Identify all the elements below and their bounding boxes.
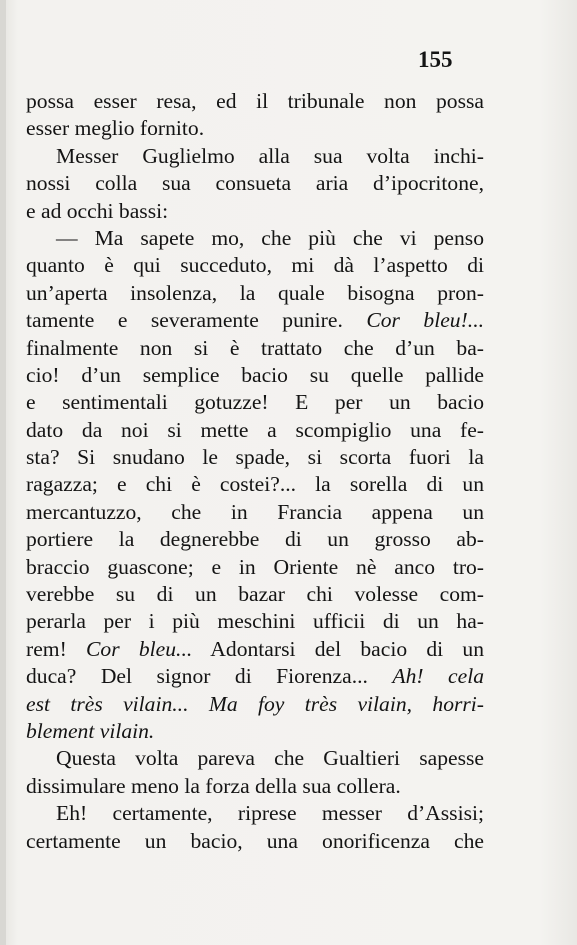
text-line-8: un’aperta insolenza, la quale bisogna pron- xyxy=(26,280,484,305)
italic-phrase: Cor bleu... xyxy=(86,636,193,661)
text-line-7: quanto è qui succeduto, mi dà l’aspetto di xyxy=(26,253,484,278)
page-number: 155 xyxy=(418,47,453,72)
text-line-14: sta? Si snudano le spade, si scorta fuori la xyxy=(26,445,484,470)
text-line-6: — Ma sapete mo, che più che vi penso xyxy=(56,225,484,250)
text-line-20: perarla per i più meschini ufficii di un ha- xyxy=(26,609,484,634)
text-line-27: Eh! certamente, riprese messer d’Assisi; xyxy=(56,801,484,826)
text-line-5: e ad occhi bassi: xyxy=(26,198,169,223)
text-line-9: tamente e severamente punire. Cor bleu!... xyxy=(26,308,484,333)
italic-phrase: Cor bleu!... xyxy=(366,308,484,333)
text-line-16: mercantuzzo, che in Francia appena un xyxy=(26,499,484,524)
text-line-13: dato da noi si mette a scompiglio una fe- xyxy=(26,417,484,442)
text-line-10: finalmente non si è trattato che d’un ba- xyxy=(26,335,484,360)
text-line-19: verebbe su di un bazar chi volesse com- xyxy=(26,582,484,607)
text-line-24 xyxy=(26,718,484,745)
text-line-25: Questa volta pareva che Gualtieri sapesse xyxy=(56,746,484,771)
italic-phrase: blement vilain. xyxy=(26,718,155,743)
text-line-22: duca? Del signor di Fiorenza... Ah! cela xyxy=(26,664,484,689)
page-edge-shadow xyxy=(0,0,6,945)
text-line-18: braccio guascone; e in Oriente nè anco tro- xyxy=(26,554,484,579)
text-line-23 xyxy=(26,691,484,718)
body-text xyxy=(26,88,484,855)
italic-phrase: est très vilain... Ma foy très vilain, horri- xyxy=(26,691,484,716)
text-line-26: dissimulare meno la forza della sua collera. xyxy=(26,773,401,798)
italic-phrase: Ah! cela xyxy=(392,664,484,689)
text-line-2: esser meglio fornito. xyxy=(26,116,205,141)
text-line-1: possa esser resa, ed il tribunale non possa xyxy=(26,89,484,113)
text-line-3: Messer Guglielmo alla sua volta inchi- xyxy=(56,143,484,168)
text-line-15: ragazza; e chi è costei?... la sorella di un xyxy=(26,472,484,497)
text-line-28: certamente un bacio, una onorificenza che xyxy=(26,828,484,853)
text-line-11: cio! d’un semplice bacio su quelle pallide xyxy=(26,362,484,387)
text-line-12: e sentimentali gotuzze! E per un bacio xyxy=(26,390,484,415)
text-line-21: rem! Cor bleu... Adontarsi del bacio di un xyxy=(26,636,484,661)
text-line-4: nossi colla sua consueta aria d’ipocritone, xyxy=(26,171,484,196)
text-line-17: portiere la degnerebbe di un grosso ab- xyxy=(26,527,484,552)
